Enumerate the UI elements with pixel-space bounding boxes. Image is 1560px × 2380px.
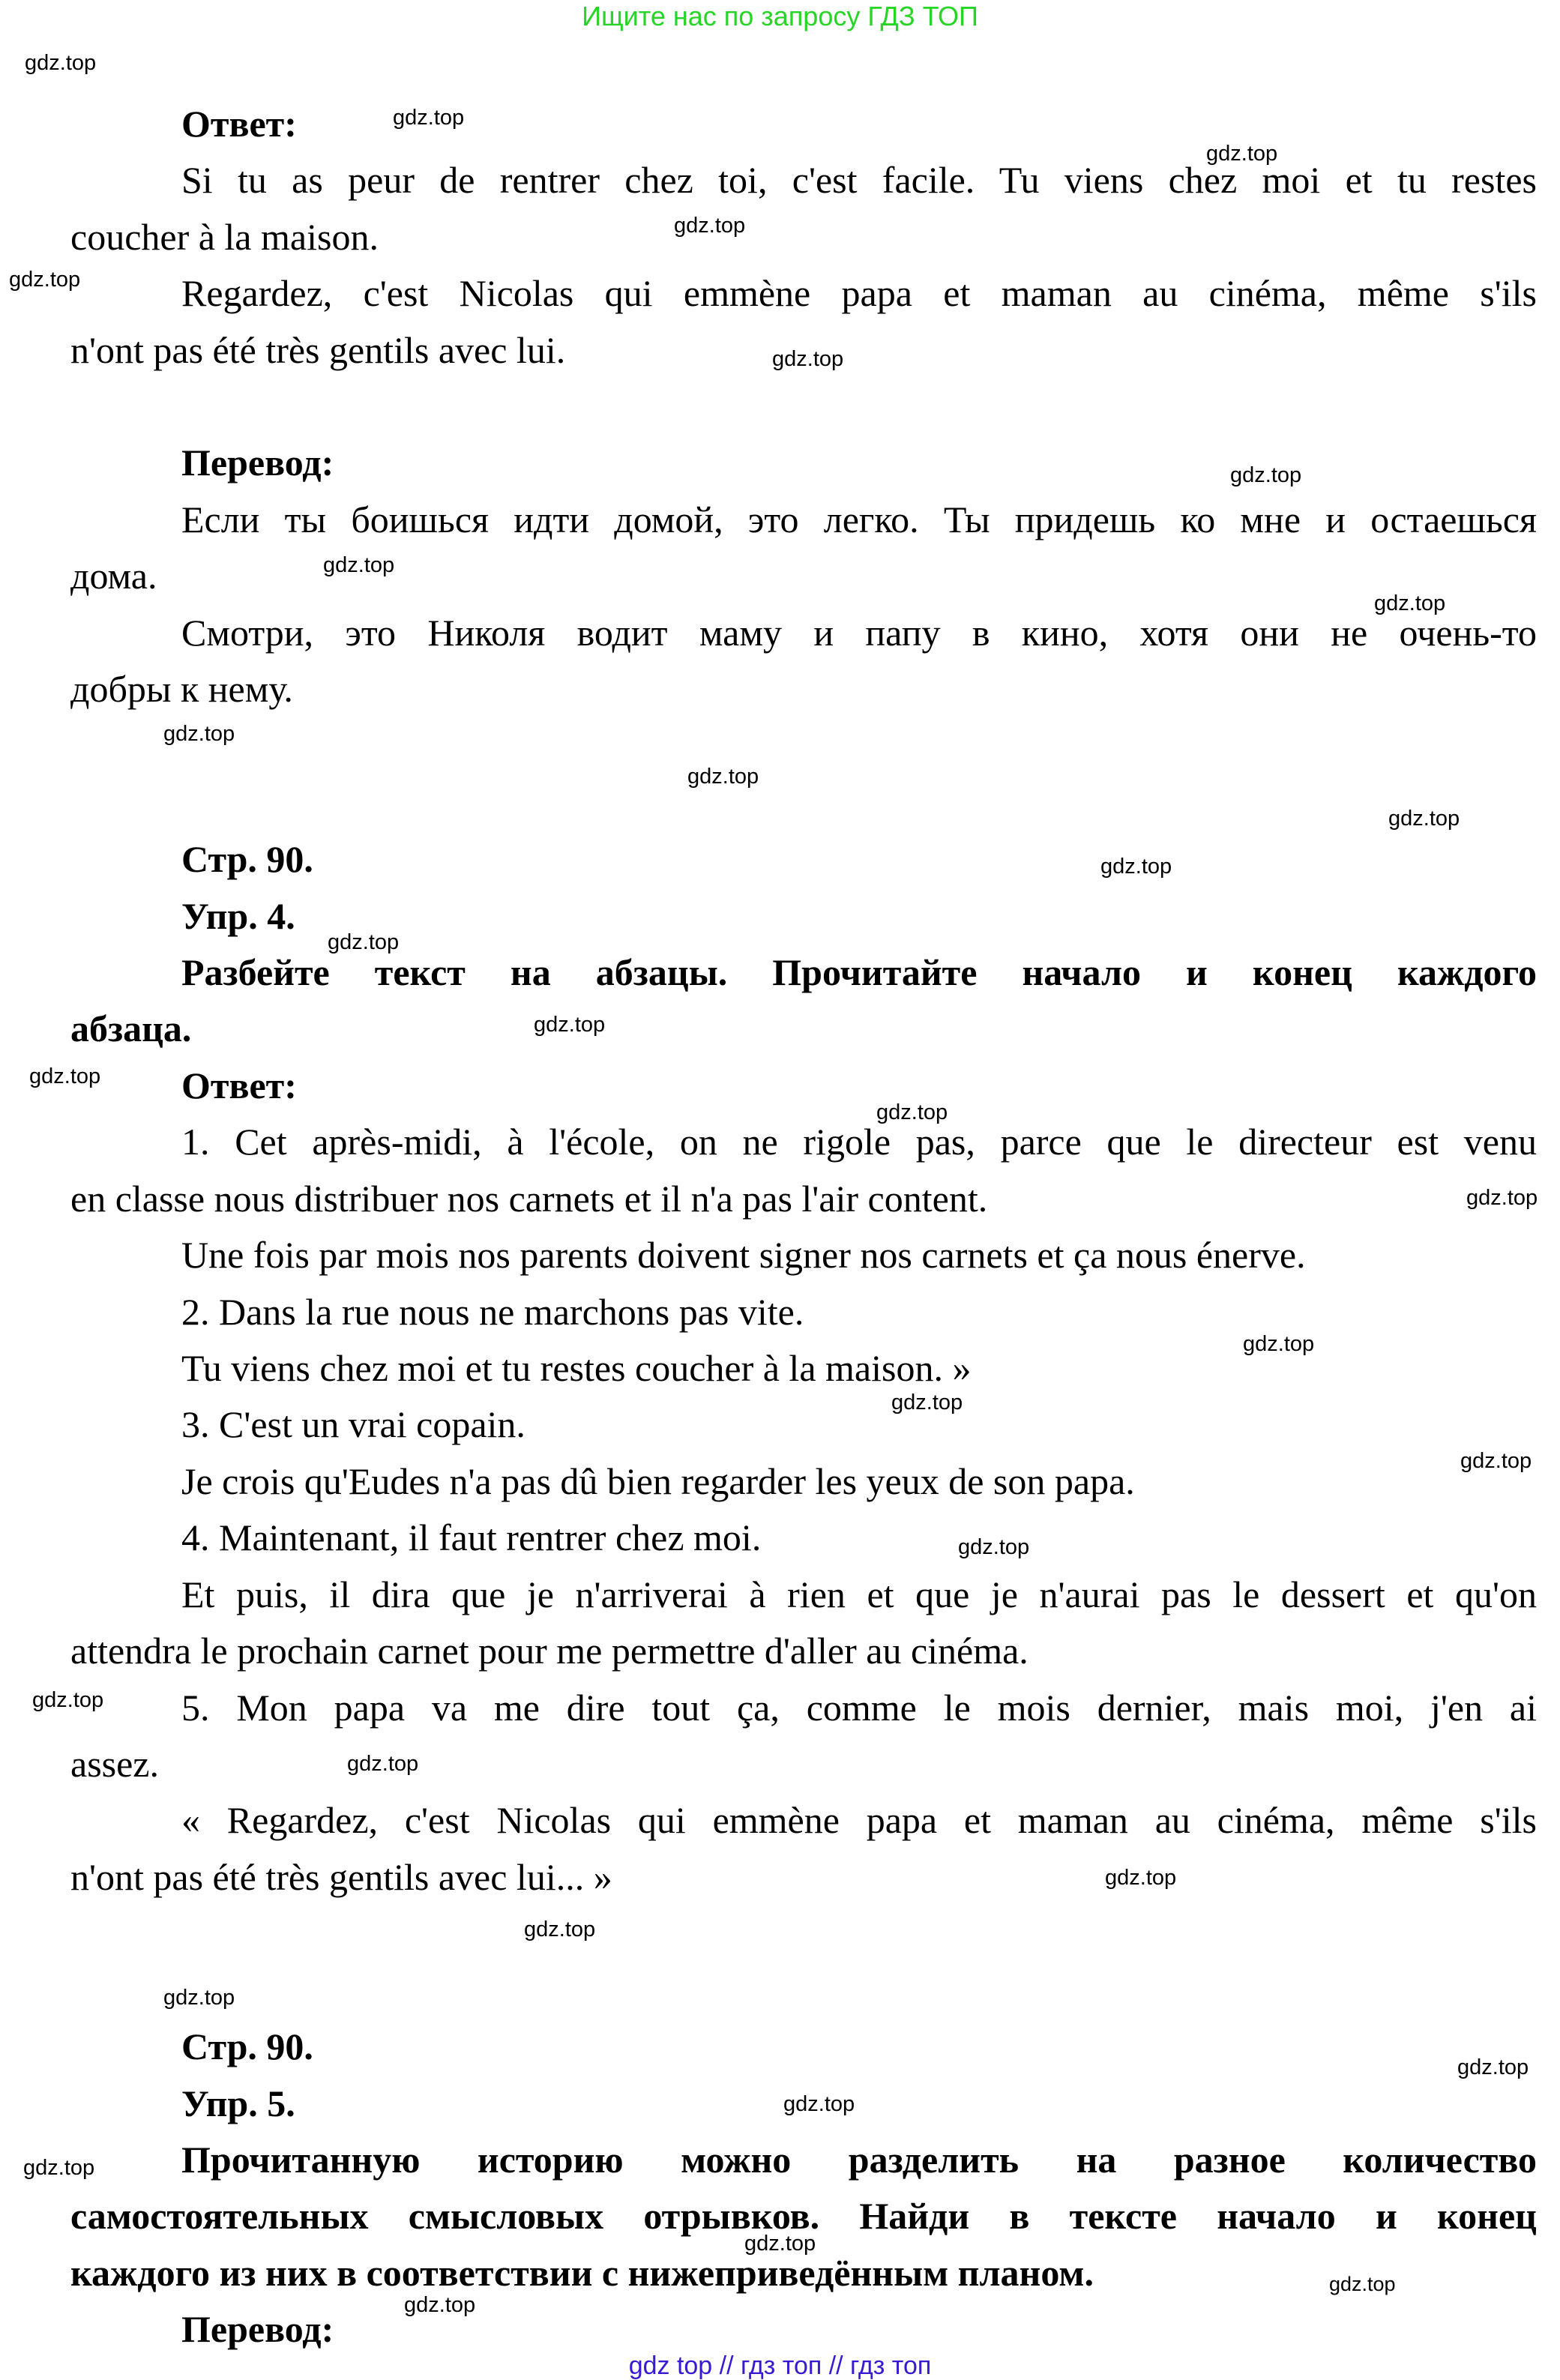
- watermark: gdz.top: [1466, 1186, 1538, 1210]
- exercise-task-line-2: абзаца.: [70, 1007, 192, 1049]
- russian-sentence-2-line-2: добры к нему.: [70, 668, 293, 710]
- paragraph-3-line-2: Je crois qu'Eudes n'a pas dû bien regarder les yeux de son papa.: [181, 1460, 1135, 1502]
- paragraph-4-line-3: attendra le prochain carnet pour me permettre d'aller au cinéma.: [70, 1630, 1029, 1672]
- french-sentence-1-line-2: coucher à la maison.: [70, 216, 379, 258]
- watermark: gdz.top: [958, 1535, 1030, 1559]
- paragraph-2-line-2: Tu viens chez moi et tu restes coucher à la maison. »: [181, 1347, 972, 1389]
- paragraph-5-line-4: n'ont pas été très gentils avec lui... »: [70, 1856, 612, 1898]
- watermark: gdz.top: [323, 553, 395, 577]
- translation-label: Перевод:: [181, 442, 334, 483]
- paragraph-5-line-1: 5. Mon papa va me dire tout ça, comme le mois dernier, mais moi, j'en ai: [181, 1687, 1537, 1729]
- paragraph-1-line-2: en classe nous distribuer nos carnets et il n'a pas l'air content.: [70, 1178, 988, 1220]
- paragraph-1-line-1: 1. Cet après-midi, à l'école, on ne rigole pas, parce que le directeur est venu: [181, 1121, 1537, 1163]
- footer-links[interactable]: gdz top // гдз топ // гдз топ: [628, 2352, 932, 2380]
- watermark: gdz.top: [1329, 2273, 1396, 2295]
- watermark: gdz.top: [163, 722, 235, 746]
- answer-label: Ответ:: [181, 1064, 297, 1106]
- exercise-task-line-3: каждого из них в соответствии с нижеприведённым планом.: [70, 2252, 1094, 2294]
- russian-sentence-1-line-1: Если ты боишься идти домой, это легко. Ты придешь ко мне и остаешься: [181, 498, 1537, 540]
- french-sentence-2-line-2: n'ont pas été très gentils avec lui.: [70, 329, 566, 371]
- watermark: gdz.top: [9, 268, 81, 292]
- translation-label: Перевод:: [181, 2308, 334, 2350]
- exercise-number: Упр. 4.: [181, 895, 295, 937]
- page-reference: Стр. 90.: [181, 2025, 313, 2067]
- top-banner[interactable]: Ищите нас по запросу ГДЗ ТОП: [582, 1, 978, 31]
- page-reference: Стр. 90.: [181, 838, 313, 880]
- watermark: gdz.top: [29, 1064, 101, 1088]
- paragraph-2-line-1: 2. Dans la rue nous ne marchons pas vite.: [181, 1291, 804, 1333]
- watermark: gdz.top: [163, 1986, 235, 2010]
- exercise-number: Упр. 5.: [181, 2082, 295, 2124]
- watermark: gdz.top: [524, 1917, 596, 1941]
- watermark: gdz.top: [1374, 591, 1446, 615]
- watermark: gdz.top: [1243, 1332, 1315, 1356]
- watermark: gdz.top: [687, 765, 759, 789]
- exercise-task-line-1: Разбейте текст на абзацы. Прочитайте начало и конец каждого: [181, 951, 1537, 993]
- paragraph-5-line-2: assez.: [70, 1743, 159, 1785]
- watermark: gdz.top: [876, 1100, 948, 1124]
- watermark: gdz.top: [783, 2092, 855, 2116]
- russian-sentence-2-line-1: Смотри, это Николя водит маму и папу в кино, хотя они не очень-то: [181, 612, 1537, 654]
- watermark: gdz.top: [393, 106, 465, 130]
- watermark: gdz.top: [1105, 1866, 1177, 1890]
- watermark: gdz.top: [674, 214, 746, 238]
- watermark: gdz.top: [1206, 142, 1278, 166]
- paragraph-4-line-2: Et puis, il dira que je n'arriverai à rien et que je n'aurai pas le dessert et qu'on: [181, 1573, 1537, 1615]
- watermark: gdz.top: [1457, 2055, 1529, 2079]
- watermark: gdz.top: [534, 1013, 606, 1037]
- watermark: gdz.top: [23, 2156, 95, 2180]
- paragraph-4-line-1: 4. Maintenant, il faut rentrer chez moi.: [181, 1516, 762, 1558]
- exercise-task-line-1: Прочитанную историю можно разделить на разное количество: [181, 2139, 1537, 2181]
- watermark: gdz.top: [347, 1752, 419, 1776]
- french-sentence-2-line-1: Regardez, c'est Nicolas qui emmène papa et maman au cinéma, même s'ils: [181, 272, 1537, 314]
- watermark: gdz.top: [328, 930, 400, 954]
- watermark: gdz.top: [891, 1391, 963, 1415]
- exercise-task-line-2: самостоятельных смысловых отрывков. Найди в тексте начало и конец: [70, 2195, 1537, 2237]
- watermark: gdz.top: [772, 347, 844, 371]
- watermark: gdz.top: [32, 1688, 104, 1712]
- russian-sentence-1-line-2: дома.: [70, 555, 157, 597]
- watermark: gdz.top: [1460, 1449, 1532, 1473]
- watermark: gdz.top: [744, 2232, 816, 2256]
- answer-label: Ответ:: [181, 103, 297, 145]
- paragraph-3-line-1: 3. C'est un vrai copain.: [181, 1403, 525, 1445]
- watermark: gdz.top: [25, 51, 97, 75]
- paragraph-1-line-3: Une fois par mois nos parents doivent signer nos carnets et ça nous énerve.: [181, 1234, 1306, 1276]
- watermark: gdz.top: [1388, 807, 1460, 831]
- paragraph-5-line-3: « Regardez, c'est Nicolas qui emmène papa et maman au cinéma, même s'ils: [181, 1799, 1537, 1841]
- french-sentence-1-line-1: Si tu as peur de rentrer chez toi, c'est facile. Tu viens chez moi et tu restes: [181, 159, 1537, 201]
- watermark: gdz.top: [404, 2293, 476, 2317]
- watermark: gdz.top: [1100, 855, 1172, 879]
- watermark: gdz.top: [1230, 463, 1302, 487]
